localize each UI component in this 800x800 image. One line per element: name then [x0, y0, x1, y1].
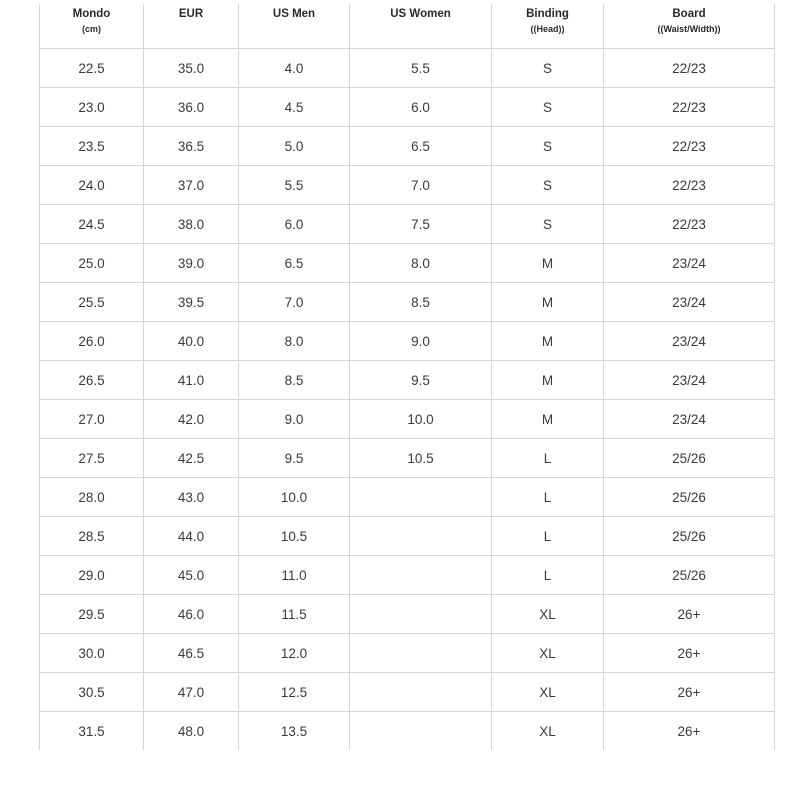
cell-binding: XL: [492, 712, 604, 751]
cell-us-men: 5.0: [239, 127, 350, 166]
table-row: [40, 166, 775, 205]
table-row: [40, 517, 775, 556]
cell-us-men: 8.0: [239, 322, 350, 361]
column-header-binding: [492, 4, 604, 49]
cell-eur: 46.5: [144, 634, 239, 673]
size-chart-body: [40, 49, 775, 751]
cell-board: 22/23: [604, 127, 775, 166]
cell-us-women: 7.5: [350, 205, 492, 244]
cell-eur: 39.5: [144, 283, 239, 322]
table-row: [40, 595, 775, 634]
cell-eur: 38.0: [144, 205, 239, 244]
cell-board: 23/24: [604, 283, 775, 322]
cell-us-women: [350, 712, 492, 751]
cell-board: 23/24: [604, 400, 775, 439]
cell-mondo: 23.5: [40, 127, 144, 166]
cell-board: 26+: [604, 673, 775, 712]
cell-us-women: [350, 595, 492, 634]
cell-eur: 39.0: [144, 244, 239, 283]
cell-us-women: 6.5: [350, 127, 492, 166]
column-header-unit: (cm): [81, 24, 101, 34]
cell-us-men: 9.0: [239, 400, 350, 439]
cell-mondo: 29.0: [40, 556, 144, 595]
table-row: [40, 400, 775, 439]
cell-binding: S: [492, 49, 604, 88]
cell-mondo: 27.5: [40, 439, 144, 478]
column-header-unit: ((Waist/Width)): [657, 24, 721, 34]
cell-us-men: 12.0: [239, 634, 350, 673]
table-row: [40, 205, 775, 244]
cell-us-men: 11.5: [239, 595, 350, 634]
column-header-unit: ((Head)): [530, 24, 565, 34]
cell-us-women: 10.0: [350, 400, 492, 439]
cell-binding: S: [492, 88, 604, 127]
cell-board: 25/26: [604, 439, 775, 478]
cell-us-men: 6.5: [239, 244, 350, 283]
table-row: [40, 673, 775, 712]
cell-binding: S: [492, 166, 604, 205]
size-chart-table: [39, 4, 775, 750]
column-header-label: Mondo: [72, 8, 111, 20]
cell-us-women: 8.0: [350, 244, 492, 283]
cell-board: 23/24: [604, 361, 775, 400]
cell-us-women: 7.0: [350, 166, 492, 205]
table-row: [40, 361, 775, 400]
cell-mondo: 30.5: [40, 673, 144, 712]
cell-us-men: 13.5: [239, 712, 350, 751]
cell-mondo: 28.0: [40, 478, 144, 517]
table-row: [40, 556, 775, 595]
cell-us-men: 8.5: [239, 361, 350, 400]
cell-eur: 45.0: [144, 556, 239, 595]
cell-mondo: 30.0: [40, 634, 144, 673]
cell-us-women: [350, 517, 492, 556]
cell-binding: XL: [492, 634, 604, 673]
column-header-label: Binding: [526, 8, 569, 20]
cell-binding: S: [492, 127, 604, 166]
cell-us-men: 11.0: [239, 556, 350, 595]
table-row: [40, 478, 775, 517]
cell-board: 22/23: [604, 205, 775, 244]
cell-eur: 42.5: [144, 439, 239, 478]
cell-board: 22/23: [604, 49, 775, 88]
cell-eur: 42.0: [144, 400, 239, 439]
cell-us-women: [350, 556, 492, 595]
cell-eur: 48.0: [144, 712, 239, 751]
cell-binding: L: [492, 517, 604, 556]
cell-mondo: 24.5: [40, 205, 144, 244]
cell-us-men: 9.5: [239, 439, 350, 478]
cell-us-men: 10.5: [239, 517, 350, 556]
cell-board: 26+: [604, 712, 775, 751]
cell-board: 25/26: [604, 556, 775, 595]
column-header-us-women: [350, 4, 492, 49]
cell-us-men: 6.0: [239, 205, 350, 244]
cell-board: 22/23: [604, 166, 775, 205]
column-header-us-men: [239, 4, 350, 49]
header-row: [40, 4, 775, 49]
cell-mondo: 25.5: [40, 283, 144, 322]
cell-board: 25/26: [604, 517, 775, 556]
cell-binding: L: [492, 439, 604, 478]
cell-binding: L: [492, 556, 604, 595]
cell-us-women: 9.5: [350, 361, 492, 400]
table-row: [40, 283, 775, 322]
table-row: [40, 712, 775, 751]
column-header-label: EUR: [178, 8, 204, 20]
table-row: [40, 88, 775, 127]
cell-eur: 37.0: [144, 166, 239, 205]
cell-mondo: 24.0: [40, 166, 144, 205]
cell-us-women: 5.5: [350, 49, 492, 88]
cell-mondo: 23.0: [40, 88, 144, 127]
cell-eur: 46.0: [144, 595, 239, 634]
cell-mondo: 28.5: [40, 517, 144, 556]
cell-binding: M: [492, 361, 604, 400]
table-row: [40, 127, 775, 166]
cell-us-men: 4.0: [239, 49, 350, 88]
cell-us-women: [350, 673, 492, 712]
table-row: [40, 322, 775, 361]
column-header-label: US Men: [272, 8, 316, 20]
cell-board: 22/23: [604, 88, 775, 127]
cell-binding: M: [492, 244, 604, 283]
cell-us-men: 4.5: [239, 88, 350, 127]
column-header-board: [604, 4, 775, 49]
cell-us-women: [350, 634, 492, 673]
cell-board: 26+: [604, 634, 775, 673]
cell-us-women: [350, 478, 492, 517]
cell-mondo: 27.0: [40, 400, 144, 439]
cell-mondo: 26.0: [40, 322, 144, 361]
cell-mondo: 31.5: [40, 712, 144, 751]
cell-eur: 44.0: [144, 517, 239, 556]
cell-binding: L: [492, 478, 604, 517]
cell-binding: M: [492, 400, 604, 439]
cell-eur: 43.0: [144, 478, 239, 517]
cell-us-women: 6.0: [350, 88, 492, 127]
cell-eur: 41.0: [144, 361, 239, 400]
cell-binding: XL: [492, 673, 604, 712]
cell-mondo: 22.5: [40, 49, 144, 88]
cell-mondo: 26.5: [40, 361, 144, 400]
cell-binding: M: [492, 283, 604, 322]
cell-board: 25/26: [604, 478, 775, 517]
cell-us-men: 12.5: [239, 673, 350, 712]
cell-board: 23/24: [604, 322, 775, 361]
cell-mondo: 29.5: [40, 595, 144, 634]
cell-board: 23/24: [604, 244, 775, 283]
column-header-label: Board: [672, 8, 706, 20]
column-header-label: US Women: [390, 8, 451, 20]
table-row: [40, 244, 775, 283]
cell-mondo: 25.0: [40, 244, 144, 283]
cell-eur: 36.5: [144, 127, 239, 166]
cell-eur: 40.0: [144, 322, 239, 361]
table-row: [40, 634, 775, 673]
column-header-mondo: [40, 4, 144, 49]
cell-binding: S: [492, 205, 604, 244]
cell-binding: M: [492, 322, 604, 361]
cell-us-women: 10.5: [350, 439, 492, 478]
cell-eur: 47.0: [144, 673, 239, 712]
table-row: [40, 49, 775, 88]
cell-us-men: 5.5: [239, 166, 350, 205]
cell-us-women: 9.0: [350, 322, 492, 361]
cell-eur: 36.0: [144, 88, 239, 127]
cell-board: 26+: [604, 595, 775, 634]
cell-us-women: 8.5: [350, 283, 492, 322]
cell-us-men: 7.0: [239, 283, 350, 322]
cell-us-men: 10.0: [239, 478, 350, 517]
cell-eur: 35.0: [144, 49, 239, 88]
column-header-eur: [144, 4, 239, 49]
size-chart-header: [40, 4, 775, 49]
cell-binding: XL: [492, 595, 604, 634]
table-row: [40, 439, 775, 478]
